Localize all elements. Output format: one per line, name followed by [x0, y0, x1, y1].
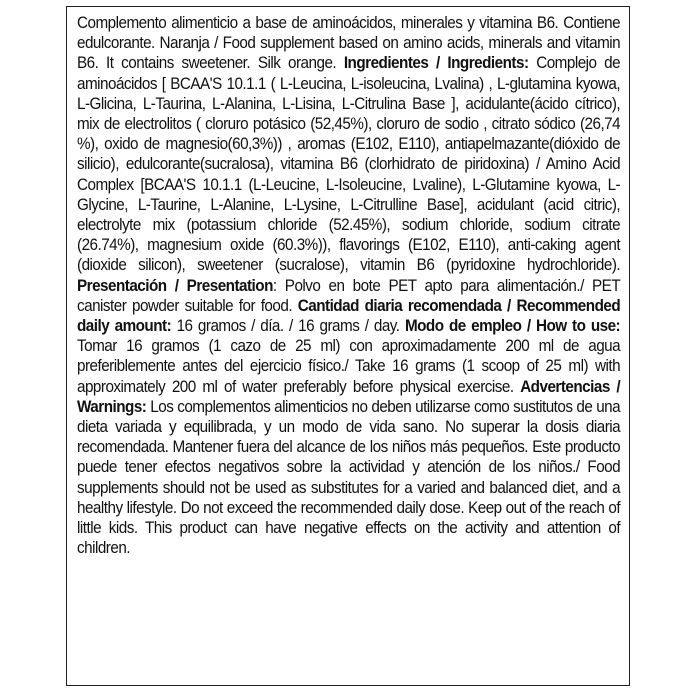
label-body-text — [77, 13, 620, 558]
intro-text: Complemento alimenticio a base de aminoácidos, minerales y vitamina B6. Contiene edulcorante. Naranja / Food supplement based on amino acids, minerals and vitamin B6. It contains sweetener. Silk orange. — [77, 14, 621, 73]
warnings-heading: Advertencias / Warnings: — [77, 377, 621, 416]
daily-amount-text: 16 gramos / día. / 16 grams / day. — [171, 317, 405, 336]
presentation-heading: Presentación / Presentation — [77, 276, 273, 295]
how-to-use-heading: Modo de empleo / How to use: — [404, 317, 621, 336]
daily-amount-heading: Cantidad diaria recomendada / Recommended daily amount: — [77, 296, 621, 336]
presentation-text: : Polvo en bote PET apto para alimentación./ PET canister powder suitable for food. — [77, 276, 621, 315]
ingredients-text: Complejo de aminoácidos [ BCAA'S 10.1.1 ( L-Leucina, L-isoleucina, Lvalina) , L-glutamina kyowa, L-Glicina, L-Taurina, L-Alanina, L-Lisina, L-Citrulina Base ], acidulante(ácido cítrico), mix de electrolitos ( cloruro potásico (52,45%), cloruro de sodio , citrato sódico (26,74 %), oxido de magnesio(60,3%)) , aromas (E102, E110), antiapelmazante(dióxido de silicio), edulcorante(sucralosa), vitamina B6 (clorhidrato de piridoxina) / Amino Acid Complex [BCAA'S 10.1.1 (L-Leucine, L-Isoleucine, Lvaline), L-Glutamine kyowa, L-Glycine, L-Taurine, L-Alanine, L-Lysine, L-Citrulline Base], acidulant (acid citric), electrolyte mix (potassium chloride (52.45%), sodium chloride, sodium citrate (26.74%), magnesium oxide (60.3%)), flavorings (E102, E110), anti-caking agent (dioxide silicon), sweetener (sucralose), vitamin B6 (pyridoxine hydrochloride). — [77, 54, 621, 275]
how-to-use-text: Tomar 16 gramos (1 cazo de 25 ml) con aproximadamente 200 ml de agua preferiblemente antes del ejercicio físico./ Take 16 grams (1 scoop of 25 ml) with approximately 200 ml of water preferably before physical exercise. — [77, 337, 621, 396]
product-label-panel — [66, 6, 630, 686]
ingredients-heading: Ingredientes / Ingredients: — [343, 54, 529, 73]
warnings-text: Los complementos alimenticios no deben utilizarse como sustitutos de una dieta variada y equilibrada, y un modo de vida sano. No superar la dosis diaria recomendada. Mantener fuera del alcance de los niños más pequeños. Este producto puede tener efectos negativos sobre la actividad y atención de los niños./ Food supplements should not be used as substitutes for a varied and balanced diet, and a healthy lifestyle. Do not exceed the recommended daily dose. Keep out of the reach of little kids. This product can have negative effects on the activity and attention of children. — [77, 397, 621, 558]
